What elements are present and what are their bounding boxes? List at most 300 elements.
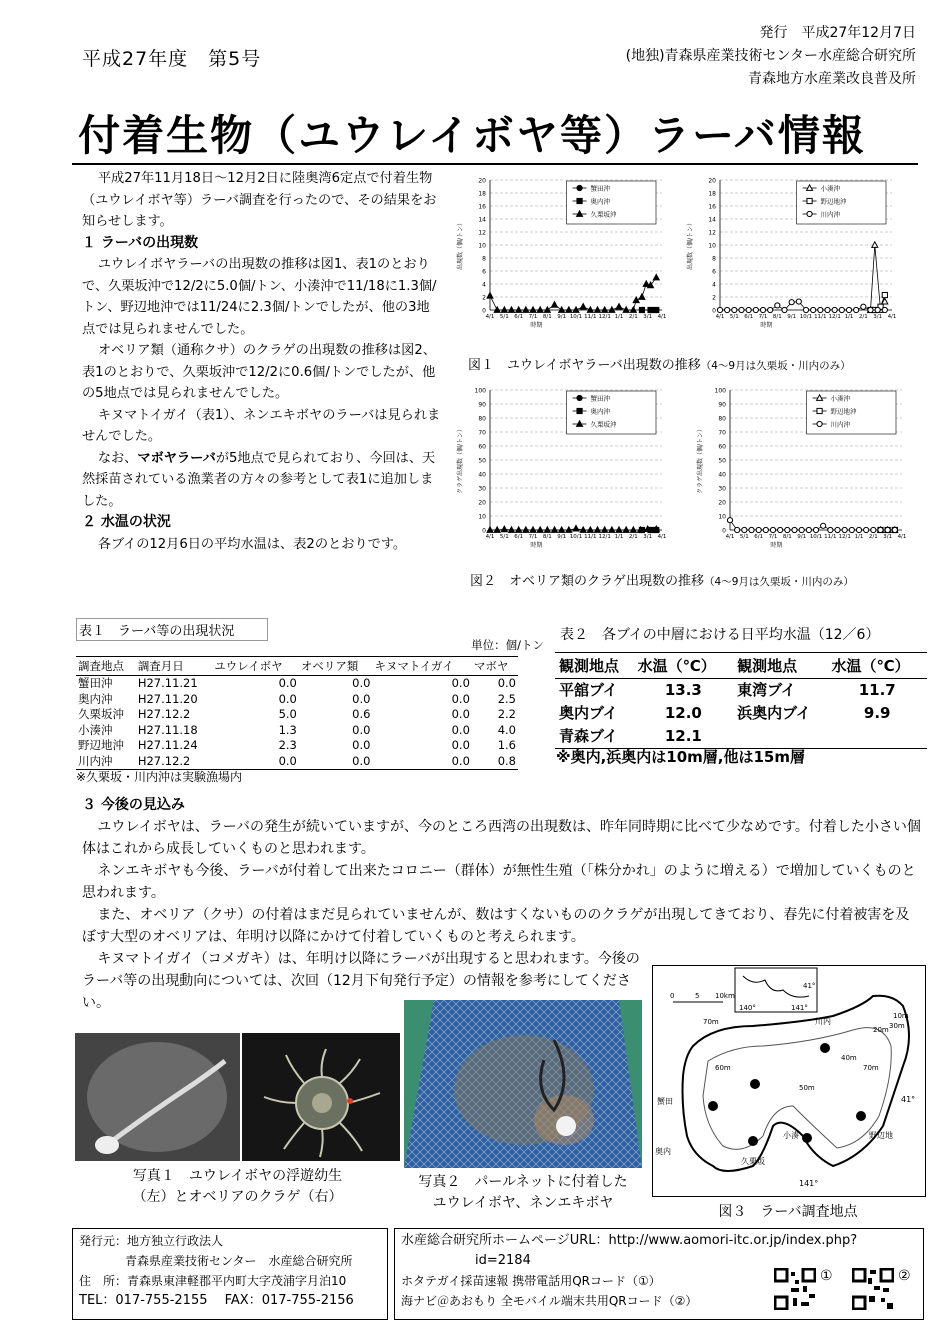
chart-x-tick-label: 3/1 (643, 314, 653, 320)
chart-series-line (730, 520, 895, 530)
chart-point (842, 527, 847, 532)
chart-point (864, 527, 869, 532)
table-cell: 0.0 (278, 753, 297, 768)
footer-line4: TEL：017-755-2155 FAX：017-755-2156 (79, 1293, 354, 1308)
chart-legend-label: 川内沖 (820, 210, 841, 219)
chart-x-axis-label: 時期 (530, 322, 543, 329)
table-row (76, 723, 518, 739)
table1-header-cell: マボヤ (472, 657, 518, 676)
chart-x-tick-label: 9/1 (797, 534, 807, 540)
table-cell: 0.0 (497, 676, 516, 690)
fig1-caption-note: （4～9月は久栗坂・川内のみ） (700, 360, 851, 372)
map-label-okunai: 奥内 (655, 1147, 671, 1156)
chart-y-tick-label: 30 (718, 485, 726, 493)
chart-point (530, 307, 536, 313)
chart-point (818, 307, 823, 312)
table-row (76, 676, 518, 692)
table-cell: 0.6 (352, 707, 371, 721)
chart-x-tick-label: 12/1 (828, 314, 841, 320)
chart-point (871, 527, 876, 532)
chart-point (639, 307, 644, 312)
chart-legend-marker (807, 198, 812, 203)
chart-point (552, 527, 558, 533)
inset-label-41: 41° (803, 982, 816, 990)
chart-legend-marker (577, 395, 582, 400)
chart-point (892, 527, 897, 532)
chart-x-tick-label: 1/1 (844, 314, 854, 320)
chart-point (735, 527, 740, 532)
table-cell: 2.3 (278, 738, 297, 752)
chart-point (602, 527, 608, 533)
chart-point (825, 307, 830, 312)
table-cell: 0.0 (278, 676, 297, 690)
chart-point (872, 242, 878, 248)
table-cell: H27.11.21 (137, 676, 198, 690)
scale-10km: 10km (715, 992, 735, 1000)
chart-point (868, 307, 873, 312)
table-cell: 0.0 (278, 691, 297, 706)
chart-point (537, 527, 543, 533)
sec1-p4b: マボヤラーバ (137, 450, 216, 466)
chart-point (544, 307, 550, 313)
table-cell: 1.6 (497, 738, 516, 752)
chart-point (630, 527, 636, 533)
chart-x-tick-label: 6/1 (744, 314, 754, 320)
chart-x-tick-label: 8/1 (772, 314, 782, 320)
chart-point (552, 302, 558, 308)
chart-series-line (490, 278, 656, 311)
sec2-p1: 各ブイの12月6日の平均水温は、表2のとおりです。 (97, 536, 407, 552)
chart-point (717, 307, 722, 312)
fig2-caption-text: 図２ オベリア類のクラゲ出現数の推移 (470, 574, 705, 589)
table-cell: 0.0 (352, 738, 371, 752)
table-cell: 小湊沖 (78, 722, 113, 737)
table2-title: 表２ 各ブイの中層における日平均水温（12／6） (560, 627, 880, 643)
chart-point (509, 307, 515, 313)
chart-x-tick-label: 7/1 (528, 314, 538, 320)
chart-y-tick-label: 20 (708, 177, 716, 185)
chart-fig1-left (450, 172, 670, 342)
page-title: 付着生物（ユウレイボヤ等）ラーバ情報 (78, 111, 866, 160)
chart-legend-marker (817, 408, 822, 413)
issue-number: 平成27年度 第5号 (82, 48, 262, 70)
chart-y-tick-label: 0 (712, 307, 716, 315)
chart-y-tick-label: 100 (474, 387, 486, 395)
photo2-caption-line2: ユウレイボヤ、ネンエキボヤ (432, 1195, 614, 1211)
chart-legend-marker (807, 211, 812, 216)
chart-x-tick-label: 8/1 (542, 534, 552, 540)
chart-point (882, 307, 887, 312)
sec1-p2: オベリア類（通称クサ）のクラゲの出現数の推移は図2、表1のとおりで、久栗坂沖で12/2に0.6個/トンでしたが、他の5地点では見られませんでした。 (82, 343, 436, 401)
depth-70a: 70m (703, 1018, 719, 1026)
map-label-kominato: 小湊 (783, 1131, 799, 1140)
chart-y-tick-label: 18 (478, 190, 486, 198)
table-cell: H27.12.2 (137, 707, 191, 721)
chart-point (846, 307, 851, 312)
chart-y-tick-label: 100 (714, 387, 726, 395)
chart-y-tick-label: 12 (478, 229, 486, 237)
table-cell: 0.0 (451, 738, 470, 752)
chart-point (749, 527, 754, 532)
fig2-caption (470, 570, 854, 589)
table-cell: 2.2 (497, 707, 516, 721)
table-cell: 2.5 (497, 691, 516, 706)
chart-y-tick-label: 4 (712, 281, 716, 289)
table-cell (827, 725, 927, 749)
chart-x-tick-label: 12/1 (838, 534, 851, 540)
footer-publisher (72, 1228, 388, 1320)
chart-point (595, 527, 601, 533)
table-cell: 0.0 (451, 753, 470, 768)
chart-y-axis-label: 出現数（個/トン） (687, 219, 694, 271)
chart-legend-marker (577, 198, 582, 203)
chart-x-tick-label: 10/1 (569, 314, 583, 320)
survey-map (652, 965, 926, 1197)
table2-header-cell: 観測地点 (733, 653, 827, 679)
map-label-kanita: 蟹田 (657, 1097, 673, 1106)
sec3-p2: ネンエキボヤも今後、ラーバが付着して出来たコロニー（群体）が無性生殖（「株分かれ」のように増える）で増加していくものと思われます。 (82, 863, 916, 901)
chart-point (609, 527, 615, 533)
homepage-url[interactable]: 水産総合研究所ホームページURL：http://www.aomori-itc.or.jp/index.php? (401, 1233, 858, 1248)
chart-y-tick-label: 12 (708, 229, 716, 237)
chart-legend-label: 久栗坂沖 (590, 210, 617, 219)
sec1-p3: キヌマトイガイ（表1）、ネンエキボヤのラーバは見られませんでした。 (82, 407, 441, 444)
table-cell: 奥内ブイ (559, 704, 618, 722)
chart-x-tick-label: 4/1 (887, 314, 897, 320)
chart-legend-marker (817, 421, 822, 426)
chart-y-tick-label: 8 (482, 255, 486, 263)
issue-date: 発行 平成27年12月7日 (759, 25, 916, 41)
map-label-noheji: 野辺地 (869, 1131, 893, 1140)
chart-series-line (720, 302, 885, 310)
chart-point (727, 518, 732, 523)
chart-fig1-right (680, 172, 900, 342)
table-cell: 青森ブイ (559, 727, 618, 745)
chart-y-tick-label: 14 (708, 216, 716, 224)
sec1-p4a: なお、 (97, 450, 138, 466)
table-cell: H27.11.24 (137, 738, 198, 752)
chart-point (544, 527, 550, 533)
chart-point (559, 527, 565, 533)
sec1-p4c: が5地点で見られており、今回は、天然採苗されている漁業者の方々の参考として表1に追加しました。 (82, 450, 436, 509)
chart-x-tick-label: 4/1 (485, 534, 495, 540)
chart-y-tick-label: 6 (482, 268, 486, 276)
sec3-p4: キヌマトイガイ（コメガキ）は、年明け以降にラーバが出現すると思われます。今後のラーバ等の出現動向については、次回（12月下旬発行予定）の情報を参考にしてください。 (82, 951, 640, 1011)
chart-y-axis-label: クラゲ出現数（個/トン） (697, 425, 704, 495)
chart-point (792, 527, 797, 532)
chart-point (885, 527, 890, 532)
chart-point (763, 527, 768, 532)
chart-x-tick-label: 9/1 (557, 314, 567, 320)
chart-point (616, 527, 622, 533)
table-cell: 0.8 (497, 753, 516, 768)
chart-point (821, 523, 826, 528)
chart-fig2-right (690, 382, 910, 562)
chart-point (530, 527, 536, 533)
table-cell: 9.9 (863, 704, 891, 722)
chart-point (799, 527, 804, 532)
table1-title: 表１ ラーバ等の出現状況 (76, 618, 268, 641)
chart-point (753, 307, 758, 312)
publisher-block (626, 22, 916, 91)
photo-larva (75, 1033, 240, 1161)
footer-line3: 住 所：青森県東津軽郡平内町大字茂浦字月泊10 (79, 1274, 347, 1288)
chart-point (832, 307, 837, 312)
chart-point (487, 293, 493, 299)
table-cell: 0.0 (451, 676, 470, 690)
chart-y-axis-label: 出現数（個/トン） (457, 219, 464, 271)
table-cell: 0.0 (451, 691, 470, 706)
chart-y-tick-label: 60 (478, 443, 486, 451)
chart-point (756, 527, 761, 532)
chart-point (785, 527, 790, 532)
table-row (76, 738, 518, 754)
chart-point (782, 307, 787, 312)
chart-x-tick-label: 4/1 (715, 314, 725, 320)
photo-medusa (242, 1033, 400, 1161)
qr-code-2-icon[interactable] (852, 1268, 894, 1310)
chart-point (616, 304, 622, 310)
chart-point (623, 307, 629, 313)
map-drawing (653, 966, 925, 1196)
chart-point (595, 307, 601, 313)
chart-point (739, 307, 744, 312)
scale-5: 5 (695, 992, 700, 1000)
table-cell: 野辺地沖 (78, 738, 124, 752)
chart-point (778, 527, 783, 532)
chart-x-tick-label: 12/1 (598, 534, 611, 540)
chart-x-tick-label: 6/1 (514, 314, 524, 320)
chart-point (775, 303, 780, 308)
chart-x-tick-label: 9/1 (557, 534, 567, 540)
chart-legend-label: 野辺地沖 (830, 407, 857, 416)
photo1-caption-line1: 写真１ ユウレイボヤの浮遊幼生 (132, 1168, 343, 1184)
map-label-141: 141° (799, 1179, 819, 1188)
chart-point (789, 300, 794, 305)
table-cell: 0.0 (451, 707, 470, 721)
table-cell: 0.0 (352, 691, 371, 706)
chart-point (587, 527, 593, 533)
depth-60: 60m (715, 1064, 731, 1072)
chart-point (828, 527, 833, 532)
table-cell: 13.3 (664, 681, 702, 699)
chart-x-tick-label: 2/1 (628, 314, 638, 320)
table-cell: 川内沖 (78, 753, 113, 768)
chart-x-tick-label: 11/1 (814, 314, 827, 320)
table-cell: 蟹田沖 (78, 676, 113, 690)
chart-legend-label: 蟹田沖 (590, 184, 611, 193)
chart-point (878, 527, 883, 532)
table-cell: 11.7 (858, 681, 896, 699)
chart-x-tick-label: 1/1 (614, 534, 624, 540)
chart-point (770, 527, 775, 532)
table-cell: 5.0 (278, 707, 297, 721)
fig1-caption (468, 354, 851, 373)
table-cell: 0.0 (352, 753, 371, 768)
table2-header-cell: 観測地点 (555, 653, 634, 679)
org-name-2: 青森地方水産業改良普及所 (748, 71, 916, 87)
chart-legend-label: 川内沖 (830, 420, 851, 429)
chart-legend-marker (577, 408, 582, 413)
footer-links (394, 1228, 924, 1320)
chart-point (573, 525, 579, 531)
chart-y-tick-label: 20 (478, 499, 486, 507)
depth-30: 30m (889, 1022, 905, 1030)
table-cell: 平舘ブイ (559, 681, 618, 699)
photo2-caption-line1: 写真２ パールネットに付着した (418, 1174, 628, 1190)
chart-x-tick-label: 10/1 (569, 534, 583, 540)
qr-code-2-marker: ② (898, 1268, 911, 1284)
table-cell: 東湾ブイ (737, 681, 796, 699)
chart-y-tick-label: 60 (718, 443, 726, 451)
chart-point (501, 526, 507, 532)
chart-y-tick-label: 90 (478, 401, 486, 409)
qr-label-1: ホタテガイ採苗速報 携帯電話用QRコード（①） (401, 1274, 661, 1288)
table2 (555, 652, 927, 749)
chart-x-tick-label: 4/1 (657, 534, 667, 540)
chart-x-tick-label: 4/1 (657, 314, 667, 320)
table-cell: 12.0 (664, 704, 702, 722)
chart-point (516, 307, 522, 313)
chart-point (523, 307, 529, 313)
chart-y-tick-label: 40 (718, 471, 726, 479)
depth-50: 50m (799, 1084, 815, 1092)
chart-point (654, 307, 659, 312)
table2-header (555, 653, 927, 679)
larva-image (75, 1033, 240, 1161)
chart-y-tick-label: 50 (478, 457, 486, 465)
table2-header-cell: 水温（℃） (634, 653, 734, 679)
chart-x-tick-label: 5/1 (729, 314, 739, 320)
chart-point (835, 527, 840, 532)
chart-x-tick-label: 5/1 (739, 534, 749, 540)
chart-point (623, 527, 629, 533)
chart-x-tick-label: 4/1 (725, 534, 735, 540)
chart-x-tick-label: 9/1 (787, 314, 797, 320)
chart-point (760, 307, 765, 312)
chart-x-tick-label: 11/1 (584, 314, 597, 320)
chart-point (849, 527, 854, 532)
chart-point (813, 527, 818, 532)
chart-point (725, 307, 730, 312)
photo2-caption (404, 1172, 642, 1214)
map-label-kawauchi: 川内 (815, 1017, 831, 1026)
chart-point (806, 527, 811, 532)
medusa-image (242, 1033, 400, 1161)
chart-point (566, 307, 572, 313)
chart-point (803, 307, 808, 312)
chart-x-tick-label: 1/1 (854, 534, 864, 540)
table1-header (76, 657, 518, 676)
qr-code-1-icon[interactable] (774, 1268, 816, 1310)
chart-y-tick-label: 2 (482, 294, 486, 302)
homepage-url-id[interactable]: id=2184 (475, 1253, 531, 1268)
depth-10: 10m (893, 1012, 909, 1020)
depth-40: 40m (841, 1054, 857, 1062)
chart-point (648, 307, 653, 312)
inset-label-141: 141° (791, 1004, 808, 1012)
sec3-p1: ユウレイボヤは、ラーバの発生が続いていますが、今のところ西湾の出現数は、昨年同時期に比べて少なめです。付着した小さい個体はこれから成長していくものと思われます。 (82, 819, 921, 857)
chart-y-tick-label: 40 (478, 471, 486, 479)
chart-x-tick-label: 8/1 (782, 534, 792, 540)
table2-note: ※奥内,浜奥内は10m層,他は15m層 (556, 748, 805, 766)
chart-x-tick-label: 4/1 (897, 534, 907, 540)
chart-point (559, 307, 565, 313)
photo-pearl-net (404, 1000, 642, 1168)
chart-x-tick-label: 10/1 (809, 534, 823, 540)
chart-x-tick-label: 2/1 (858, 314, 868, 320)
chart-legend-label: 小湊沖 (830, 394, 851, 403)
photo1-caption-line2: （左）とオベリアのクラゲ（右） (132, 1189, 343, 1205)
table-row (76, 692, 518, 708)
chart-point (861, 304, 866, 309)
scale-0: 0 (670, 992, 675, 1000)
chart-y-tick-label: 0 (482, 527, 486, 535)
chart-y-tick-label: 4 (482, 281, 486, 289)
chart-x-tick-label: 11/1 (824, 534, 837, 540)
table1-header-cell: オベリア類 (299, 657, 373, 676)
chart-point (487, 527, 493, 533)
chart-y-tick-label: 70 (718, 429, 726, 437)
chart-y-tick-label: 16 (478, 203, 486, 211)
chart-y-tick-label: 10 (478, 513, 486, 521)
chart-point (494, 307, 500, 313)
chart-y-tick-label: 14 (478, 216, 486, 224)
chart-point (630, 307, 636, 313)
org-name-1: (地独)青森県産業技術センター水産総合研究所 (625, 48, 916, 64)
chart-y-tick-label: 0 (722, 527, 726, 535)
table1-header-cell: 調査地点 (76, 657, 136, 676)
chart-legend-label: 奥内沖 (590, 197, 611, 206)
table1 (76, 656, 518, 770)
chart-legend-label: 蟹田沖 (590, 394, 611, 403)
table-cell: 0.0 (451, 722, 470, 737)
chart-x-tick-label: 1/1 (614, 314, 624, 320)
chart-y-tick-label: 30 (478, 485, 486, 493)
chart-x-tick-label: 10/1 (799, 314, 813, 320)
intro-paragraph: 平成27年11月18日～12月2日に陸奥湾6定点で付着生物（ユウレイボヤ等）ラーバ調査を行ったので、その結果をお知らせします。 (82, 171, 437, 229)
chart-x-tick-label: 12/1 (598, 314, 611, 320)
left-column (82, 168, 442, 555)
map-label-41: 41° (901, 1095, 916, 1104)
table-row (555, 702, 927, 725)
map-label-kuriyasaka: 久栗坂 (741, 1157, 765, 1166)
chart-point (516, 527, 522, 533)
chart-y-tick-label: 80 (718, 415, 726, 423)
chart-point (653, 274, 659, 280)
chart-x-tick-label: 3/1 (873, 314, 883, 320)
table-row (76, 707, 518, 723)
table1-header-cell: ユウレイボヤ (212, 657, 299, 676)
photo1-caption (75, 1166, 400, 1208)
sec3-heading: ３ 今後の見込み (82, 797, 185, 813)
table-row (555, 725, 927, 749)
sec1-heading: １ ラーバの出現数 (82, 234, 199, 251)
chart-x-tick-label: 7/1 (758, 314, 768, 320)
chart-point (856, 527, 861, 532)
chart-point (839, 307, 844, 312)
chart-x-tick-label: 2/1 (628, 534, 638, 540)
table2-header-cell: 水温（℃） (827, 653, 927, 679)
pearl-net-image (404, 1000, 642, 1168)
table-cell: 12.1 (664, 727, 702, 745)
chart-point (742, 527, 747, 532)
chart-x-tick-label: 6/1 (754, 534, 764, 540)
table-cell: 浜奥内ブイ (737, 704, 811, 722)
chart-y-tick-label: 6 (712, 268, 716, 276)
chart-y-tick-label: 70 (478, 429, 486, 437)
chart-point (875, 307, 880, 312)
